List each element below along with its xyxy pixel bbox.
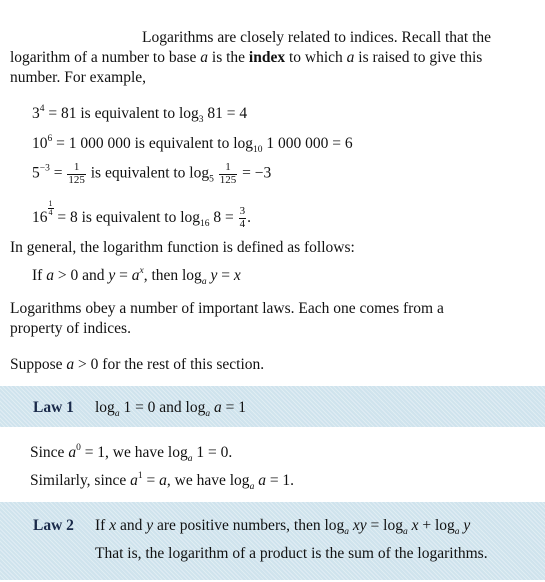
law-1-statement: $\log_a 1 = 0$ and $\log_a a = 1$ — [95, 399, 246, 419]
fraction-1-125: $\frac{1}{125}$ — [68, 161, 85, 186]
law-2-statement: If x and y are positive numbers, then $\log_a$ xy = $\log_a x + \log_a y$ — [95, 517, 471, 537]
example-2: $10^6 = 1$ 000 000 is equivalent to $\log_{10} 1$ 000 000 = 6 — [32, 134, 353, 155]
example-4: 16 $\frac{1}{4}$ = 8 is equivalent to $\log_{16} 8$ = $\frac{3}{4}$ . — [32, 199, 252, 230]
laws-intro-line-2: property of indices. — [10, 320, 131, 337]
law-2-explanation: That is, the logarithm of a product is the sum of the logarithms. — [95, 545, 488, 562]
log-definition: If a > 0 and $y = a^x$, then $\log_a y = x$ — [32, 266, 241, 287]
law-1-label: Law 1 — [33, 399, 74, 416]
example-1: $3^4 = 81$ is equivalent to $\log_3 81 = 4$ — [32, 104, 248, 125]
law-1-box — [0, 386, 545, 427]
general-text: In general, the logarithm function is defined as follows: — [10, 239, 355, 256]
suppose-text: Suppose a > 0 for the rest of this section. — [10, 356, 265, 373]
exponent-fraction: $\frac{1}{4}$ — [48, 199, 53, 217]
law-1-explain-1: Since $a^0 = 1$, we have $\log_a 1 = 0$. — [30, 443, 233, 464]
example-3: $5^{-3}$ = $\frac{1}{125}$ is equivalent to $\log_5$ $\frac{1}{125}$ = −3 — [32, 161, 272, 186]
intro-line-3: number. For example, — [10, 69, 147, 86]
law-2-label: Law 2 — [33, 517, 74, 534]
laws-intro-line-1: Logarithms obey a number of important laws. Each one comes from a — [10, 300, 444, 317]
intro-line-1: Logarithms are closely related to indices. Recall that the — [142, 29, 492, 46]
law-1-explain-2: Similarly, since $a^1 = a$, we have $\log_a a = 1$. — [30, 471, 295, 492]
intro-line-2: logarithm of a number to base a is the index to which a is raised to give this — [10, 49, 483, 66]
fraction-1-125-b: $\frac{1}{125}$ — [219, 161, 237, 186]
law-2-box — [0, 502, 545, 580]
fraction-3-4: $\frac{3}{4}$ — [239, 205, 246, 230]
